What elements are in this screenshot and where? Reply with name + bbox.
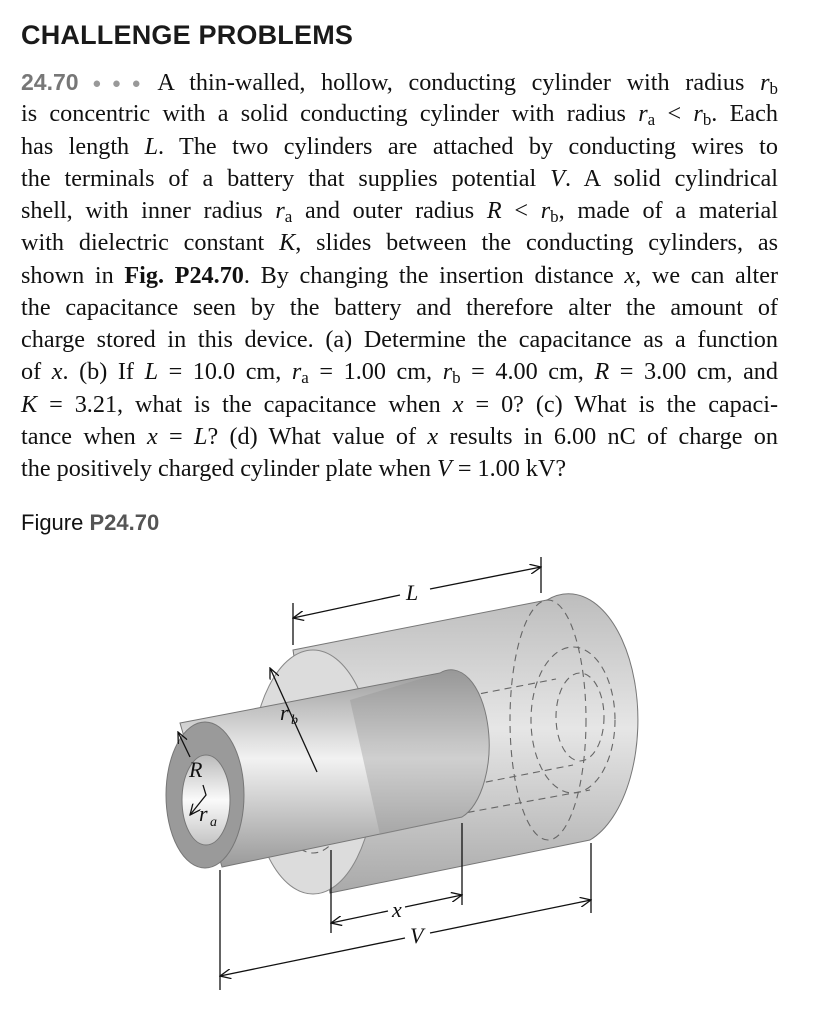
text-run: , made of a material bbox=[558, 197, 778, 224]
text-run: = 10.0 cm, bbox=[158, 358, 292, 386]
math-symbol: L bbox=[144, 132, 159, 160]
math-symbol: r bbox=[760, 69, 770, 96]
math-symbol: b bbox=[769, 79, 778, 99]
text-run: with dielectric constant bbox=[21, 229, 280, 257]
label-r-a-subscript: a bbox=[210, 815, 217, 830]
math-symbol: b bbox=[702, 110, 712, 130]
label-V: V bbox=[410, 923, 424, 948]
figure-reference: Fig. P24.70 bbox=[124, 261, 244, 289]
text-run: = 3.21, what is the capacitance when bbox=[37, 390, 453, 418]
math-symbol: r bbox=[275, 197, 285, 224]
math-symbol: r bbox=[291, 358, 302, 386]
text-run: , slides between the conducting cylinders, as bbox=[295, 229, 778, 257]
math-symbol: K bbox=[279, 229, 296, 257]
math-symbol: x bbox=[427, 422, 439, 450]
text-run: ? (d) What value of bbox=[207, 422, 428, 450]
math-symbol: L bbox=[144, 358, 159, 386]
text-run: has length bbox=[21, 132, 145, 160]
math-symbol: a bbox=[647, 110, 656, 130]
text-run: = 1.00 cm, bbox=[308, 358, 443, 386]
text-run: . The two cylinders are attached by conducting wires to bbox=[158, 132, 778, 160]
problem-number: 24.70 bbox=[21, 69, 79, 95]
text-run: = 0? (c) What is the capaci- bbox=[463, 390, 779, 418]
text-run: . A solid cylindrical bbox=[564, 164, 779, 192]
figure-caption-number: P24.70 bbox=[89, 510, 160, 535]
text-run: = bbox=[157, 422, 194, 450]
math-symbol: r bbox=[442, 358, 453, 386]
math-symbol: V bbox=[550, 164, 565, 192]
math-symbol: b bbox=[550, 207, 559, 227]
text-run: the capacitance seen by the battery and therefore alter the amount of bbox=[21, 293, 778, 321]
math-symbol: x bbox=[147, 422, 158, 450]
math-symbol: x bbox=[452, 390, 464, 418]
text-run: charge stored in this device. (a) Determine the capacitance as a function bbox=[21, 326, 778, 353]
text-run: the positively charged cylinder plate when bbox=[21, 455, 437, 482]
math-symbol: b bbox=[452, 368, 461, 388]
math-symbol: a bbox=[301, 368, 309, 388]
text-run: is concentric with a solid conducting cylinder with radius bbox=[21, 100, 639, 128]
text-run: , we can alter bbox=[635, 261, 779, 289]
text-run: = 3.00 cm, and bbox=[609, 358, 778, 386]
text-run: < bbox=[501, 197, 541, 224]
math-symbol: R bbox=[486, 197, 502, 224]
section-title: CHALLENGE PROBLEMS bbox=[21, 20, 354, 50]
text-run: = 1.00 kV? bbox=[451, 455, 567, 482]
text-run: shell, with inner radius bbox=[21, 197, 276, 224]
text-run: tance when bbox=[21, 422, 147, 450]
math-symbol: L bbox=[193, 422, 208, 450]
label-r-b-subscript: b bbox=[291, 713, 298, 728]
text-run: and outer radius bbox=[292, 197, 487, 224]
text-run: = 4.00 cm, bbox=[460, 358, 595, 386]
math-symbol: R bbox=[594, 358, 610, 386]
math-symbol: x bbox=[624, 261, 636, 289]
math-symbol: r bbox=[638, 100, 648, 128]
text-run: < bbox=[655, 100, 694, 128]
label-R: R bbox=[189, 757, 203, 782]
text-run: results in 6.00 nC of charge on bbox=[438, 422, 778, 450]
math-symbol: r bbox=[540, 197, 551, 224]
label-L: L bbox=[406, 580, 419, 605]
math-symbol: V bbox=[436, 455, 452, 482]
label-r-a: r bbox=[199, 801, 208, 826]
math-symbol: a bbox=[284, 207, 293, 227]
text-run: . By changing the insertion distance bbox=[243, 261, 625, 289]
math-symbol: x bbox=[51, 358, 63, 386]
text-run: . Each bbox=[711, 100, 778, 128]
text-run: of bbox=[21, 358, 52, 386]
label-r-b: r bbox=[280, 700, 289, 725]
text-run: shown in bbox=[21, 261, 125, 289]
label-x: x bbox=[392, 897, 402, 922]
math-symbol: r bbox=[693, 100, 703, 128]
text-run: . (b) If bbox=[62, 358, 145, 386]
figure-caption-prefix: Figure bbox=[21, 510, 84, 535]
difficulty-dots-icon: ●●● bbox=[82, 76, 152, 92]
text-run: A thin-walled, hollow, conducting cylinder with radius bbox=[157, 69, 761, 96]
text-run: the terminals of a battery that supplies potential bbox=[21, 164, 551, 192]
math-symbol: K bbox=[21, 390, 38, 418]
